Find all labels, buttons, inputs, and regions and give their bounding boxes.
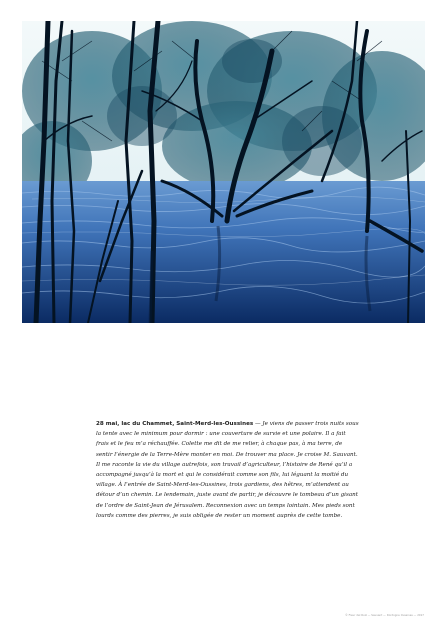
photo-credit: © Fleur del Ruiz — Sauvant — Dordogne Oussines — 2017 [345,614,424,617]
caption-place-date: 28 mai, lac du Chammet, Saint-Merd-les-Oussines [96,421,254,427]
flooded-forest-photo [22,21,425,323]
caption-dash: — [253,421,263,427]
caption-body-text: Je viens de passer trois nuits sous la tente avec le minimum pour dormir : une couverture de survie et une polaire. Il a fait frais et le feu m’a réchauffée. Colette me dit de me relier, à chaque pas, à ma terre, de sentir l’énergie de la Terre-Mère monter en moi. De trouver ma place. Je croise M. Sauvant. Il me raconte la vie du village autrefois, son travail d’agriculteur, l’histoire de René qu’il a accompagné jusqu’à la mort et qui le considérait comme son fils, lui léguant la moitié du village. À l’entrée de Saint-Merd-les-Oussines, trois gardiens, des hêtres, m’attendent au détour d’un chemin. Le lendemain, juste avant de partir, je découvre le tombeau d’un gisant de l’ordre de Saint-Jean de Jérusalem. Reconnexion avec un temps lointain. Mes pieds sont lourds comme des pierres, je suis obligée de rester un moment auprès de cette tombe. [96,421,359,519]
caption-paragraph [96,419,360,521]
